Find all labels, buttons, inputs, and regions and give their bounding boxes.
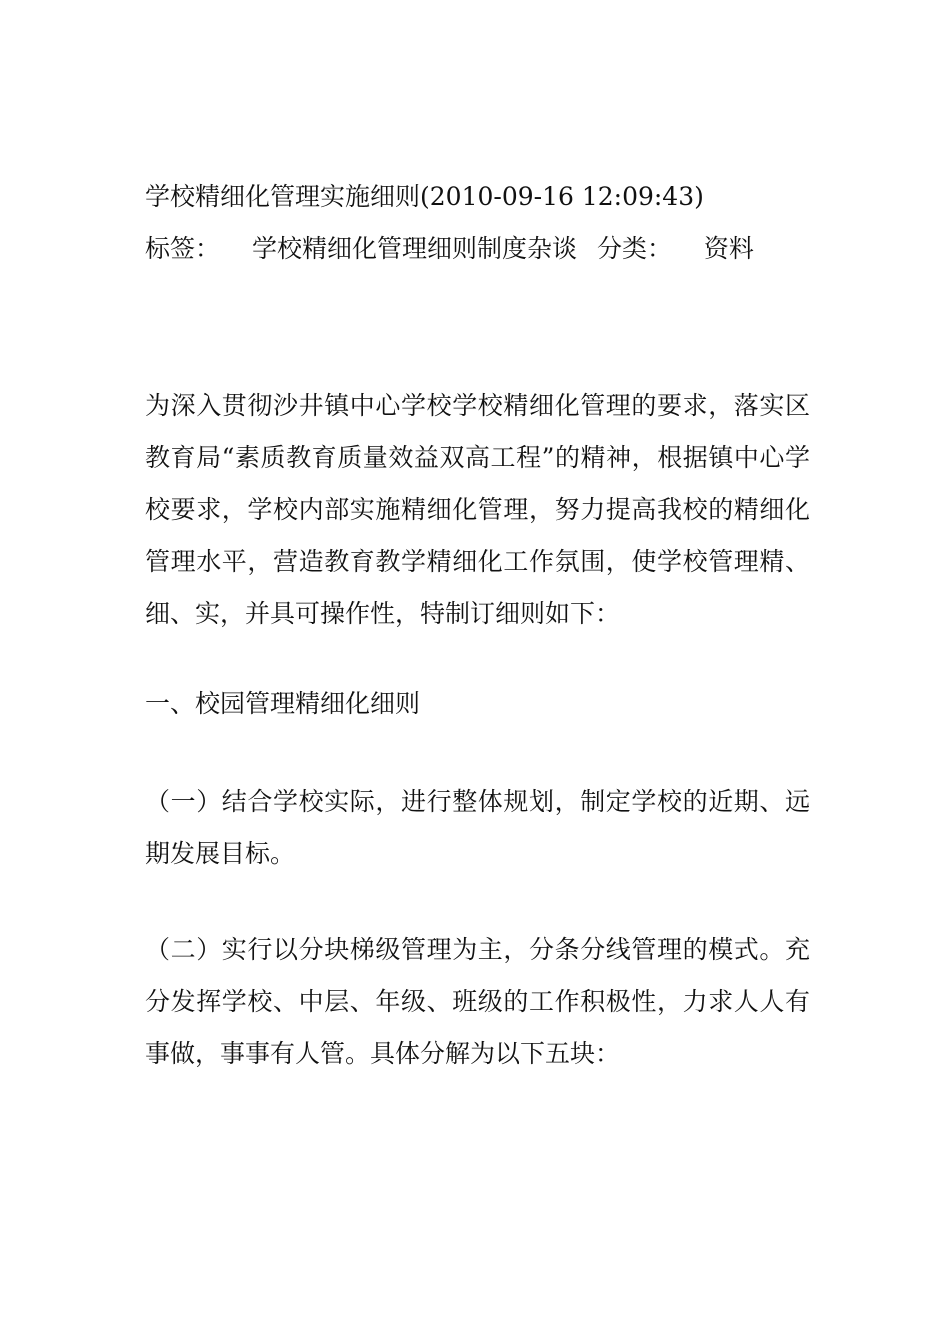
list-item-2: （二）实行以分块梯级管理为主，分条分线管理的模式。充分发挥学校、中层、年级、班级的工作积极性，力求人人有事做，事事有人管。具体分解为以下五块：: [145, 935, 810, 1068]
section-heading: 一、校园管理精细化细则: [145, 689, 421, 718]
tags-label: 标签：: [145, 234, 221, 263]
category-value: 资料: [703, 234, 754, 263]
meta-tags-row: [145, 236, 810, 261]
intro-paragraph: 为深入贯彻沙井镇中心学校学校精细化管理的要求，落实区教育局“素质教育质量效益双高工程”的精神，根据镇中心学校要求，学校内部实施精细化管理，努力提高我校的精细化管理水平，营造教育教学精细化工作氛围，使学校管理精、细、实，并具可操作性，特制订细则如下：: [145, 391, 810, 628]
tags-value: 学校精细化管理细则制度杂谈: [251, 234, 577, 263]
category-label: 分类：: [596, 234, 672, 263]
list-item-1: （一）结合学校实际，进行整体规划，制定学校的近期、远期发展目标。: [145, 787, 810, 868]
document-title: 学校精细化管理实施细则(2010-09-16 12:09:43): [145, 182, 704, 211]
